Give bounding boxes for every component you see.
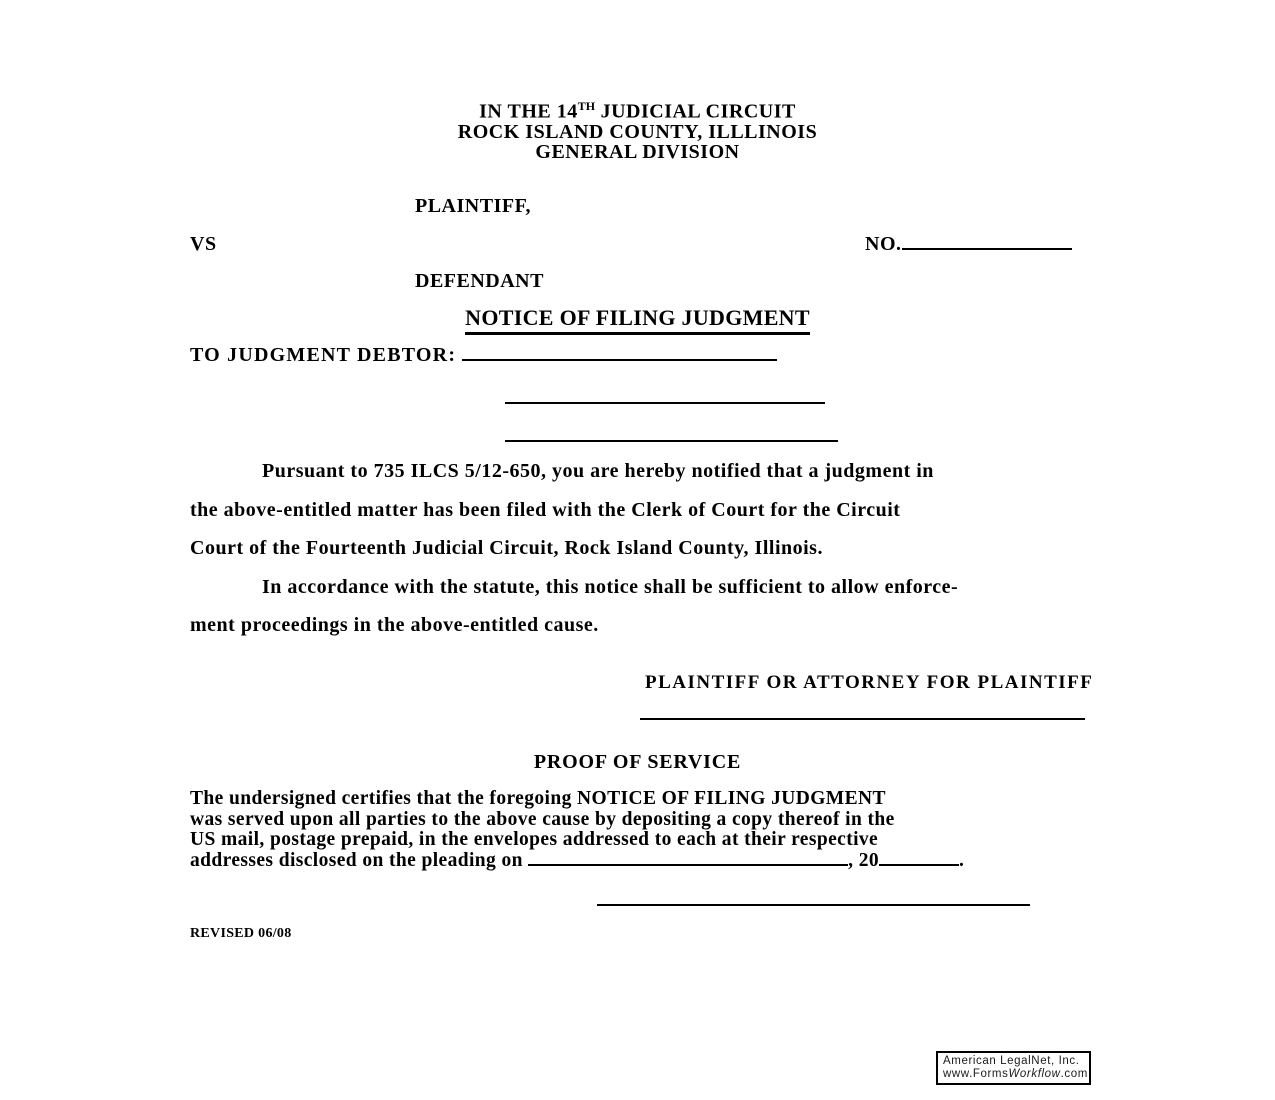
legalnet-url-pre: www.Forms [943,1067,1009,1080]
body-line: ment proceedings in the above-entitled cause. [190,614,599,636]
court-heading [0,96,1275,162]
ordinal-superscript: TH [577,99,596,113]
vs-label: VS [190,233,217,255]
legalnet-box [936,1051,1091,1085]
legalnet-url-italic: Workflow [1008,1067,1061,1080]
document-title-row [0,305,1275,335]
legalnet-url-post: .com [1060,1067,1088,1080]
legalnet-company-line: American LegalNet, Inc. [943,1055,1080,1067]
proof-line-last [190,851,1090,872]
legalnet-url-line [943,1067,1088,1081]
judgment-debtor-label: TO JUDGMENT DEBTOR: [190,344,457,366]
body-line: In accordance with the statute, this notice shall be sufficient to allow enforce- [262,575,959,598]
service-year-field[interactable] [879,852,959,866]
judgment-debtor-field-3[interactable] [505,440,838,442]
revised-label: REVISED 06/08 [190,926,292,941]
proof-of-service-heading: PROOF OF SERVICE [533,751,742,773]
notice-body [190,452,1090,645]
body-line: the above-entitled matter has been filed with the Clerk of Court for the Circuit [190,498,901,521]
court-heading-line1-rest: JUDICIAL CIRCUIT [595,100,796,123]
judgment-debtor-field-2[interactable] [505,402,825,404]
proof-line: US mail, postage prepaid, in the envelopes addressed to each at their respective [190,829,879,851]
case-number-field[interactable] [902,236,1072,250]
proof-year-prefix: , 20 [848,849,880,871]
proof-period: . [959,849,965,871]
defendant-label: DEFENDANT [415,270,544,292]
court-heading-line1-text: IN THE 14 [479,100,578,123]
body-line: Pursuant to 735 ILCS 5/12-650, you are hereby notified that a judgment in [262,460,934,482]
case-number-row [865,233,1072,256]
document-title: NOTICE OF FILING JUDGMENT [465,305,810,335]
certifier-signature-field[interactable] [597,904,1030,906]
court-heading-line-2: ROCK ISLAND COUNTY, ILLLINOIS [457,120,818,143]
proof-of-service-body [190,789,1090,871]
proof-last-line-text: addresses disclosed on the pleading on [190,849,523,871]
court-heading-line-3: GENERAL DIVISION [535,140,740,163]
proof-line: The undersigned certifies that the foregoing NOTICE OF FILING JUDGMENT [190,788,886,809]
case-number-label: NO. [865,233,902,255]
attorney-signature-field[interactable] [640,718,1085,720]
service-date-field[interactable] [528,852,848,866]
judgment-debtor-field-1[interactable] [462,347,777,361]
court-heading-line-1 [0,96,1275,122]
body-line: Court of the Fourteenth Judicial Circuit, Rock Island County, Illinois. [190,537,823,559]
proof-line: was served upon all parties to the above cause by depositing a copy thereof in the [190,808,895,830]
judgment-debtor-row [190,344,777,367]
attorney-capacity-label: PLAINTIFF OR ATTORNEY FOR PLAINTIFF [645,672,1094,693]
plaintiff-label: PLAINTIFF, [415,195,531,217]
